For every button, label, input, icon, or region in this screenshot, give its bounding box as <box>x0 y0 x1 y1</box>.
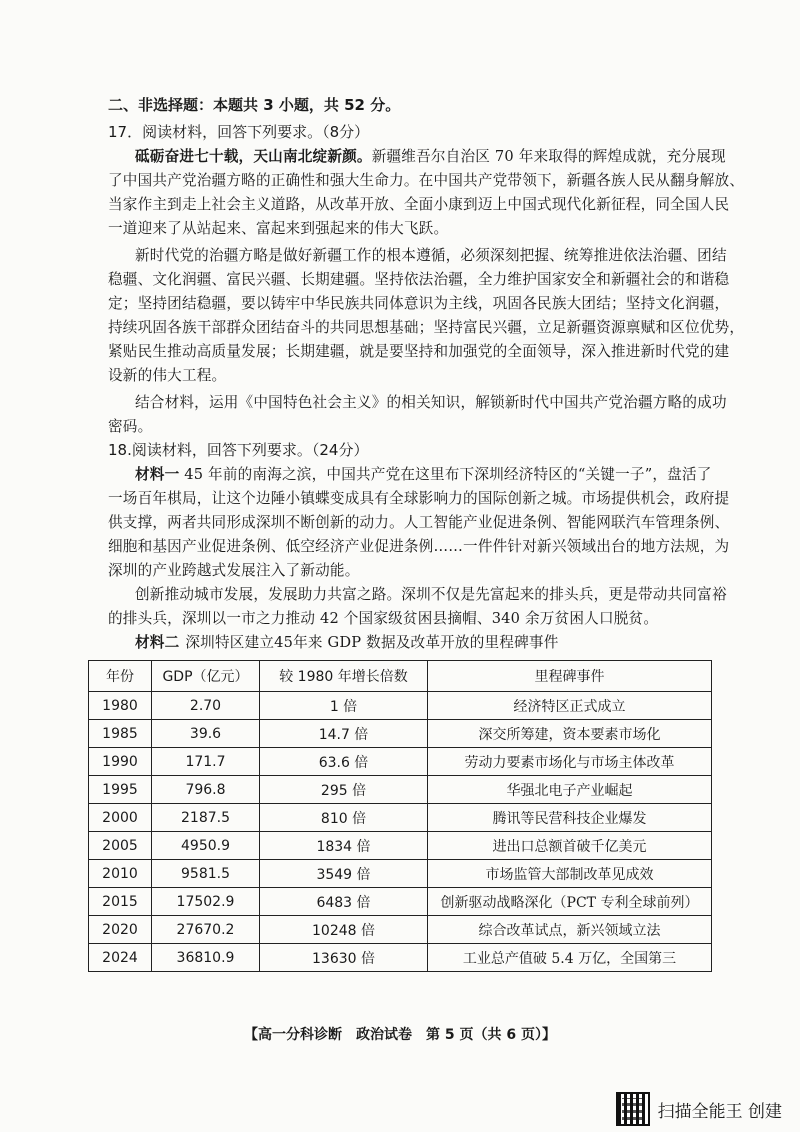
cell-growth: 810 倍 <box>260 804 428 832</box>
q18-line: 细胞和基因产业促进条例、低空经济产业促进条例……一件件针对新兴领域出台的地方法规，为 <box>108 538 730 555</box>
cell-year: 2010 <box>89 860 152 888</box>
col-growth: 较 1980 年增长倍数 <box>260 661 428 692</box>
q17-line: 新时代党的治疆方略是做好新疆工作的根本遵循，必须深刻把握、统筹推进依法治疆、团结 <box>135 247 727 264</box>
table-row <box>89 748 712 776</box>
cell-milestone: 市场监管大部制改革见成效 <box>428 860 712 888</box>
col-milestone: 里程碑事件 <box>428 661 712 692</box>
q18-line: 供支撑，两者共同形成深圳不断创新的动力。人工智能产业促进条例、智能网联汽车管理条例、 <box>108 514 730 531</box>
cell-milestone: 劳动力要素市场化与市场主体改革 <box>428 748 712 776</box>
cell-milestone: 进出口总额首破千亿美元 <box>428 832 712 860</box>
cell-gdp: 171.7 <box>152 748 260 776</box>
qr-code-icon <box>616 1092 650 1126</box>
q17-line: 紧贴民生推动高质量发展；长期建疆，就是要坚持和加强党的全面领导，深入推进新时代党的建 <box>108 343 730 360</box>
q17-line <box>135 147 726 167</box>
scanner-label: 扫描全能王 创建 <box>657 1101 782 1122</box>
cell-milestone: 深交所筹建，资本要素市场化 <box>428 720 712 748</box>
table-row <box>89 720 712 748</box>
cell-gdp: 796.8 <box>152 776 260 804</box>
q17-line: 定；坚持团结稳疆，要以铸牢中华民族共同体意识为主线，巩固各民族大团结；坚持文化润疆， <box>108 295 730 312</box>
material2-caption <box>135 633 559 653</box>
cell-growth: 3549 倍 <box>260 860 428 888</box>
q18-line <box>135 465 712 485</box>
cell-milestone: 华强北电子产业崛起 <box>428 776 712 804</box>
gdp-table <box>88 660 712 972</box>
cell-gdp: 39.6 <box>152 720 260 748</box>
q17-line: 当家作主到走上社会主义道路，从改革开放、全面小康到迈上中国式现代化新征程，同全国人民 <box>108 196 730 213</box>
q17-line: 了中国共产党治疆方略的正确性和强大生命力。在中国共产党带领下，新疆各族人民从翻身解放、 <box>108 172 745 189</box>
q17-question: 结合材料，运用《中国特色社会主义》的相关知识，解锁新时代中国共产党治疆方略的成功 <box>135 394 727 411</box>
cell-gdp: 4950.9 <box>152 832 260 860</box>
q18-header: 18.阅读材料，回答下列要求。（24分） <box>108 441 369 459</box>
cell-year: 2000 <box>89 804 152 832</box>
cell-year: 1995 <box>89 776 152 804</box>
cell-year: 1980 <box>89 692 152 720</box>
q18-line-text: 45 年前的南海之滨，中国共产党在这里布下深圳经济特区的“关键一子”，盘活了 <box>184 466 712 483</box>
cell-year: 2005 <box>89 832 152 860</box>
cell-gdp: 2.70 <box>152 692 260 720</box>
cell-milestone: 腾讯等民营科技企业爆发 <box>428 804 712 832</box>
cell-year: 2015 <box>89 888 152 916</box>
q17-line: 稳疆、文化润疆、富民兴疆、长期建疆。坚持依法治疆，全力维护国家安全和新疆社会的和谐稳 <box>108 271 730 288</box>
cell-growth: 13630 倍 <box>260 944 428 972</box>
table-row <box>89 860 712 888</box>
col-year: 年份 <box>89 661 152 692</box>
cell-gdp: 27670.2 <box>152 916 260 944</box>
col-gdp: GDP（亿元） <box>152 661 260 692</box>
table-row <box>89 916 712 944</box>
cell-growth: 14.7 倍 <box>260 720 428 748</box>
cell-year: 1990 <box>89 748 152 776</box>
section-title: 二、非选择题：本题共 3 小题，共 52 分。 <box>108 96 401 114</box>
cell-growth: 10248 倍 <box>260 916 428 944</box>
q17-lead: 砥砺奋进七十载，天山南北绽新颜。 <box>135 148 372 165</box>
cell-gdp: 36810.9 <box>152 944 260 972</box>
q17-line: 设新的伟大工程。 <box>108 367 227 384</box>
table-row <box>89 832 712 860</box>
q17-line-rest: 新疆维吾尔自治区 70 年来取得的辉煌成就，充分展现 <box>371 148 726 165</box>
q17-header: 17．阅读材料，回答下列要求。（8分） <box>108 123 370 141</box>
cell-year: 1985 <box>89 720 152 748</box>
table-row <box>89 804 712 832</box>
cell-gdp: 9581.5 <box>152 860 260 888</box>
cell-milestone: 综合改革试点，新兴领域立法 <box>428 916 712 944</box>
q18-line: 深圳的产业跨越式发展注入了新动能。 <box>108 562 360 579</box>
cell-milestone: 经济特区正式成立 <box>428 692 712 720</box>
table-row <box>89 692 712 720</box>
q18-line: 创新推动城市发展，发展助力共富之路。深圳不仅是先富起来的排头兵，更是带动共同富裕 <box>135 586 727 603</box>
q18-line: 的排头兵，深圳以一市之力推动 42 个国家级贫困县摘帽、340 余万贫困人口脱贫。 <box>108 610 659 627</box>
cell-milestone: 创新驱动战略深化（PCT 专利全球前列） <box>428 888 712 916</box>
cell-gdp: 17502.9 <box>152 888 260 916</box>
cell-growth: 1834 倍 <box>260 832 428 860</box>
cell-growth: 295 倍 <box>260 776 428 804</box>
cell-growth: 63.6 倍 <box>260 748 428 776</box>
cell-growth: 6483 倍 <box>260 888 428 916</box>
material2-title: 深圳特区建立45年来 GDP 数据及改革开放的里程碑事件 <box>185 634 559 651</box>
scanner-watermark <box>616 1092 782 1126</box>
q18-line: 一场百年棋局，让这个边陲小镇蝶变成具有全球影响力的国际创新之城。市场提供机会，政府提 <box>108 490 730 507</box>
cell-year: 2020 <box>89 916 152 944</box>
q17-line: 持续巩固各族干部群众团结奋斗的共同思想基础；坚持富民兴疆，立足新疆资源禀赋和区位优势， <box>108 319 745 336</box>
table-row <box>89 888 712 916</box>
cell-gdp: 2187.5 <box>152 804 260 832</box>
q17-line: 一道迎来了从站起来、富起来到强起来的伟大飞跃。 <box>108 220 449 237</box>
table-row <box>89 776 712 804</box>
q17-question: 密码。 <box>108 418 153 435</box>
page-footer: 【高一分科诊断 政治试卷 第 5 页（共 6 页）】 <box>244 1027 556 1043</box>
table-header-row <box>89 661 712 692</box>
material2-label: 材料二 <box>135 634 180 651</box>
cell-milestone: 工业总产值破 5.4 万亿，全国第三 <box>428 944 712 972</box>
table-row <box>89 944 712 972</box>
cell-growth: 1 倍 <box>260 692 428 720</box>
cell-year: 2024 <box>89 944 152 972</box>
material1-label: 材料一 <box>135 466 180 483</box>
